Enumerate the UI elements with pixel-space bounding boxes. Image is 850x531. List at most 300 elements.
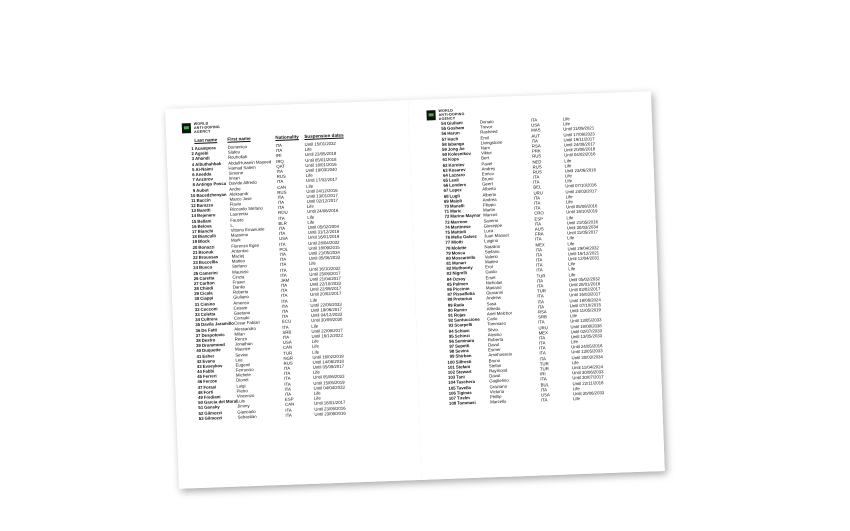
last-name: Chiodi (199, 285, 214, 291)
entry-number: 63 (442, 167, 448, 173)
first-name: Cesare (233, 304, 248, 311)
first-name: Jimmy (237, 403, 250, 409)
suspension-dates: Until 30/06/2033 (572, 390, 605, 397)
suspension-dates: Until 21/05/2034 (308, 249, 340, 256)
nationality: ITA (279, 256, 287, 263)
last-name: Davila Jaramillo (201, 321, 234, 328)
last-name: Coletta (200, 311, 216, 317)
last-name: Kops (448, 156, 460, 163)
last-name: Ahandi (194, 155, 210, 162)
nationality: ITA (536, 267, 543, 273)
first-name: Geert (482, 181, 494, 187)
first-name: Graziano (489, 383, 508, 389)
nationality: ROU (277, 210, 288, 216)
last-name: Baccin (196, 197, 211, 203)
last-name: Mosca (451, 249, 466, 256)
last-name: Evseykov (202, 362, 223, 369)
last-name: Anedda (195, 171, 212, 177)
entry-number: 53 (198, 415, 204, 421)
first-name: Renzo (234, 336, 248, 342)
suspension-dates: Life (565, 193, 573, 200)
last-name: Manelli (449, 203, 465, 209)
nationality: RUS (532, 153, 542, 159)
last-name: Lugli (449, 192, 460, 199)
last-name: Nigrelli (452, 270, 468, 277)
last-name: Acampora (194, 145, 216, 151)
entry-number: 61 (442, 157, 448, 163)
suspension-dates: Until 30/07/2017 (572, 374, 604, 381)
nationality: ITA (279, 251, 287, 257)
suspension-dates: Life (567, 235, 575, 241)
last-name: Block (197, 238, 210, 245)
last-name: Cocconi (200, 306, 218, 312)
suspension-dates: Until 23/09/2016 (314, 410, 346, 417)
last-name: Miotti (451, 239, 463, 245)
entry-number: 81 (446, 260, 452, 266)
last-name: Sepetti (454, 343, 470, 349)
nationality: ITA (532, 174, 540, 180)
nationality: ITA (537, 298, 544, 305)
suspension-dates: Until 25/09/2017 (309, 270, 341, 277)
nationality: ITA (533, 195, 541, 201)
first-name: Bert (481, 155, 490, 161)
nationality: ITA (284, 386, 292, 392)
first-name: Florenzo Egeo (231, 242, 260, 249)
entry-number: 106 (448, 390, 456, 396)
first-name: Cinzia (232, 273, 245, 280)
nationality: ITA (280, 287, 288, 294)
suspension-dates: Life (312, 349, 320, 355)
nationality: RUS (283, 360, 293, 366)
last-name: Scarpelli (454, 322, 473, 328)
suspension-dates: Until 07/10/2016 (565, 182, 597, 189)
entry-number: 69 (443, 198, 449, 204)
last-name: Maioli (449, 198, 463, 204)
first-name: Viktor (480, 150, 493, 156)
nationality: ITA (536, 283, 544, 289)
suspension-dates: Until 16/01/2019 (307, 234, 340, 241)
suspension-dates: Until 15/05/2019 (313, 379, 345, 386)
suspension-dates: Life (307, 219, 315, 225)
suspension-dates: Until 30/09/2030 (310, 317, 343, 324)
first-name: Ferruccio (235, 367, 254, 373)
last-name: Rojas (453, 312, 466, 318)
last-name: Garcia del Moral (203, 398, 238, 405)
suspension-dates: Until 13/05/2033 (570, 317, 602, 324)
wada-logo-text: WORLD ANTI-DOPING AGENCY (193, 121, 220, 134)
first-name: Roberto (232, 289, 249, 295)
nationality: TUR (537, 288, 547, 294)
last-name: Esher (202, 352, 215, 359)
header-nationality: Nationality (275, 134, 299, 141)
last-name: Giuliani (446, 120, 463, 126)
first-name: Davide Alfredo (228, 180, 258, 187)
entry-number: 59 (441, 146, 447, 152)
suspension-dates: Until 24/12/2016 (306, 187, 338, 194)
suspension-dates: Until 16/10/2032 (309, 265, 341, 272)
last-name: Tommasi (457, 399, 476, 406)
entry-number: 57 (441, 136, 447, 142)
entry-number: 11 (190, 197, 196, 204)
entry-number: 36 (195, 327, 201, 333)
last-name: Ozsoy (452, 275, 466, 282)
nationality: ECU (281, 318, 292, 325)
last-name: Moscariello (451, 254, 476, 261)
first-name: Ariel Melchor (486, 310, 513, 317)
last-name: Antingo Posca (195, 181, 227, 188)
entry-number: 96 (449, 338, 454, 344)
entry-number: 56 (441, 131, 447, 137)
suspension-dates: Life (304, 146, 312, 153)
last-name: Stewart (455, 368, 472, 375)
first-name: Giuseppe (483, 222, 503, 229)
first-name: Vincenzo (236, 392, 255, 399)
nationality: USA (540, 392, 550, 398)
first-name: Giovanni (486, 289, 504, 296)
suspension-dates: Until 05/06/2033 (313, 374, 345, 381)
entry-number: 38 (195, 337, 201, 343)
entry-number: 42 (196, 358, 202, 364)
entry-number: 87 (447, 291, 453, 298)
last-name: Forasi (203, 383, 217, 390)
suspension-dates: Until 23/05/2018 (304, 151, 337, 158)
suspension-dates: Until 02/07/2033 (570, 327, 602, 335)
entry-number: 2 (191, 151, 194, 157)
first-name: Pavel (481, 160, 493, 166)
nationality: SRB (537, 314, 548, 320)
suspension-dates: Life (562, 116, 570, 122)
entry-number: 83 (446, 271, 452, 277)
last-name: Bonazzi (198, 243, 215, 250)
nationality: POL (279, 246, 289, 252)
last-name: Tavella (456, 384, 471, 391)
nationality: TUR (536, 272, 546, 279)
suspension-dates: Life (573, 396, 581, 402)
first-name: Juan Manuel (483, 232, 509, 239)
entry-number: 58 (441, 141, 447, 147)
entry-number: 13 (191, 208, 197, 214)
suspension-dates: Life (570, 339, 579, 345)
entry-number: 23 (192, 260, 198, 266)
suspension-dates: Until 30/03/2034 (571, 353, 603, 360)
suspension-dates: Until 23/06/2016 (564, 167, 597, 174)
first-name: Nicholas (485, 279, 503, 286)
suspension-dates: Until 24/05/2018 (571, 343, 603, 350)
nationality: IRI (275, 153, 282, 159)
first-name: Maurizio (232, 268, 249, 275)
suspension-dates: Until 14/06/2018 (312, 358, 344, 365)
nationality: ITA (537, 304, 545, 310)
nationality: URU (533, 189, 543, 196)
last-name: Kosarev (448, 166, 466, 173)
nationality: RSA (531, 143, 541, 149)
nationality: IRQ (276, 158, 284, 164)
nationality: ITA (284, 376, 291, 382)
first-name: Saverio (483, 217, 499, 224)
nationality: ITA (534, 221, 542, 227)
entry-number: 9 (192, 187, 196, 193)
first-name: Andrea (482, 196, 497, 203)
nationality: ITA (538, 340, 546, 346)
sanction-list-right (435, 116, 605, 406)
first-name: Trevor (479, 124, 493, 130)
suspension-dates: Life (311, 343, 320, 350)
nationality: ITA (284, 381, 291, 387)
nationality: ITA (536, 278, 544, 284)
nationality: ITA (280, 267, 287, 273)
nationality: IRI (540, 371, 546, 377)
wada-logo-icon (426, 110, 435, 120)
first-name: Aleksandr (229, 190, 249, 197)
first-name: Andre (229, 185, 241, 192)
last-name: Broussas (198, 254, 219, 260)
nationality: ITA (283, 365, 291, 371)
first-name: Laurentiu (230, 211, 249, 218)
last-name: Kolesnikov (447, 150, 472, 157)
entry-number: 99 (449, 354, 455, 360)
first-name: Gaetano (233, 310, 251, 316)
nationality: ITA (531, 138, 539, 144)
suspension-dates: Life (569, 313, 578, 319)
suspension-dates: Life (565, 178, 573, 184)
last-name: Tani (456, 374, 465, 380)
last-name: Harun (447, 130, 460, 137)
entry-number: 48 (197, 389, 203, 395)
entry-number: 31 (194, 301, 200, 307)
first-name: Maurice (234, 346, 251, 352)
last-name: Piccinin (452, 286, 470, 292)
nationality: USA (530, 122, 540, 128)
entry-number: 67 (443, 188, 449, 194)
last-name: Marrone (450, 218, 468, 225)
first-name: Stefano (231, 263, 247, 270)
entry-number: 80 (445, 255, 451, 261)
last-name: Carlton (199, 280, 215, 286)
suspension-dates: Until 07/10/2015 (569, 301, 602, 309)
nationality: ITA (281, 293, 288, 299)
first-name: Dionel (236, 377, 249, 384)
suspension-dates: Until 28/04/2032 (308, 239, 340, 246)
first-name: Milan (234, 331, 245, 337)
first-name: Alessandro (234, 325, 256, 332)
suspension-dates: Life (313, 395, 321, 401)
nationality: URU (538, 324, 548, 330)
nationality: ESP (534, 215, 544, 222)
entry-number: 33 (194, 311, 200, 318)
entry-number: 50 (198, 400, 204, 406)
first-name: Riccardo Stefano (229, 205, 263, 212)
first-name: Luis (236, 398, 245, 404)
suspension-dates: Life (307, 214, 315, 220)
last-name: Camerini (199, 269, 218, 276)
document-spread (165, 91, 665, 489)
first-name: Alessio (487, 331, 502, 338)
entry-number: 30 (194, 296, 200, 302)
nationality: BLR (278, 220, 287, 226)
first-name: Fraser (232, 279, 246, 285)
entry-number: 43 (196, 363, 202, 369)
nationality: AUS (534, 226, 544, 232)
first-name: Andrey (481, 165, 496, 172)
last-name: De Fatti (201, 326, 218, 333)
last-name: Palmen (452, 280, 469, 287)
last-name: Shirban (455, 353, 472, 359)
nationality: CAN (285, 401, 295, 408)
wada-logo-icon (182, 123, 191, 133)
first-name: Emil (480, 134, 489, 141)
entry-number: 76 (445, 234, 451, 240)
last-name: Ciappi (200, 295, 214, 302)
last-name: Munari (451, 260, 467, 266)
entry-number: 25 (193, 270, 199, 276)
last-name: Londers (449, 182, 467, 188)
first-name: Luigino (484, 238, 499, 244)
suspension-dates: Life (312, 369, 320, 376)
entry-number: 46 (197, 379, 203, 385)
nationality: NED (532, 158, 542, 165)
entry-number: 27 (193, 280, 199, 286)
nationality: FRA (534, 231, 544, 237)
entry-number: 15 (191, 218, 197, 224)
first-name: Corrado (233, 315, 250, 321)
nationality: ITA (540, 386, 548, 393)
suspension-dates: Until 05/02/2004 (307, 223, 340, 230)
suspension-dates: Life (568, 266, 576, 272)
last-name: Marino Maynar (450, 212, 481, 220)
suspension-dates: Until 20/02/2017 (310, 291, 342, 298)
last-name: Fabbi (202, 368, 215, 374)
suspension-dates: Until 18/10/2019 (566, 208, 598, 215)
nationality: ITA (536, 262, 543, 268)
last-name: Belova (197, 223, 212, 229)
entry-number: 10 (190, 192, 196, 198)
last-name: Cicala (199, 290, 213, 297)
first-name: Victoria (489, 388, 505, 395)
nationality: ITA (533, 200, 541, 206)
entry-number: 90 (447, 307, 453, 313)
nationality: ITA (276, 179, 284, 185)
entry-number: 71 (444, 208, 450, 215)
entry-number: 52 (198, 410, 204, 416)
last-name: Ferzoe (203, 378, 218, 385)
last-name: Aubut (196, 186, 209, 193)
nationality: ITA (285, 407, 292, 413)
first-name: Alfredo (486, 305, 501, 312)
wada-logo-text: WORLD ANTI-DOPING AGENCY (438, 108, 465, 122)
first-name: Silvio (487, 326, 498, 332)
last-name: Hoch (447, 135, 459, 142)
suspension-dates: Life (562, 121, 571, 127)
nationality: ITA (275, 147, 283, 154)
last-name: Seminara (454, 337, 475, 344)
entry-number: 5 (191, 166, 195, 172)
last-name: Iabango (447, 140, 465, 147)
nationality: AUT (531, 132, 541, 139)
entry-number: 91 (448, 312, 454, 318)
last-name: Maric (450, 208, 462, 214)
entry-number: 78 (445, 245, 451, 251)
first-name: Erol (485, 264, 493, 270)
suspension-dates: Until 24/06/2016 (306, 208, 339, 215)
nationality: CAN (282, 344, 293, 351)
entry-number: 107 (448, 395, 457, 401)
suspension-dates: Until 13/05/2033 (570, 333, 603, 340)
suspension-dates: Until 23/09/2016 (314, 405, 346, 412)
first-name: Danilo (232, 284, 246, 290)
nationality: BEL (533, 184, 542, 191)
nationality: RUS (276, 173, 286, 180)
entry-number: 84 (446, 276, 452, 282)
first-name: Valerio (484, 253, 498, 260)
last-name: Muthoony (452, 265, 473, 271)
suspension-dates: Until 05/01/2018 (305, 156, 337, 163)
entry-number: 29 (194, 291, 200, 297)
first-name: Maciej (231, 253, 245, 259)
first-name: Martin (483, 207, 496, 213)
entry-number: 82 (446, 265, 452, 272)
entry-number: 89 (447, 302, 453, 308)
last-name: Al-Naimi (195, 166, 213, 172)
nationality: ITA (283, 370, 291, 377)
nationality: ITA (277, 199, 285, 206)
nationality: ITA (535, 252, 543, 258)
entry-number: 73 (444, 219, 450, 225)
first-name: Tommaso (487, 321, 507, 327)
first-name: Rasheed (480, 129, 498, 135)
last-name: Agrebi (194, 150, 209, 157)
suspension-dates: Until 12/04/2031 (567, 255, 600, 262)
suspension-dates: Life (572, 385, 580, 392)
first-name: Donato (479, 119, 494, 125)
entry-number: 79 (445, 250, 451, 256)
nationality: ITA (277, 204, 285, 211)
first-name: Vittorio Emanuele (230, 226, 265, 233)
first-name: Domenico (227, 144, 248, 150)
suspension-dates: Life (564, 162, 572, 169)
first-name: Phillip (489, 393, 502, 400)
first-name: Enrico (481, 170, 495, 177)
last-name: Bianchi (197, 228, 214, 234)
nationality: ITA (535, 236, 542, 242)
nationality: ITA (281, 313, 289, 320)
nationality: ITA (278, 215, 285, 221)
first-name: Roberta (487, 336, 504, 343)
entry-number: 7 (192, 177, 195, 183)
first-name: Davut (489, 373, 501, 379)
last-name: Mattioli (450, 229, 467, 235)
suspension-dates: Until 18/06/2024 (569, 296, 601, 303)
suspension-dates: Until 22/09/2017 (311, 327, 343, 334)
entry-number: 85 (446, 281, 452, 287)
entry-number: 68 (443, 193, 449, 199)
first-name: Americo (233, 299, 250, 306)
nationality: ITA (540, 376, 547, 382)
nationality: ITA (277, 194, 284, 200)
last-name: Molette (451, 244, 467, 251)
entry-number: 3 (191, 156, 195, 162)
first-name: Marcos (483, 212, 498, 218)
entry-number: 16 (191, 223, 197, 229)
entry-number: 34 (195, 317, 201, 323)
entry-number: 74 (444, 224, 450, 230)
suspension-dates: Until 28/01/2016 (568, 281, 601, 288)
last-name: Cimino (200, 300, 216, 307)
nationality: MEX (538, 329, 549, 336)
suspension-dates: Until 21/04/2017 (309, 275, 341, 282)
entry-number: 64 (442, 172, 448, 178)
suspension-dates: Life (564, 173, 572, 179)
nationality: RUS (277, 189, 287, 195)
